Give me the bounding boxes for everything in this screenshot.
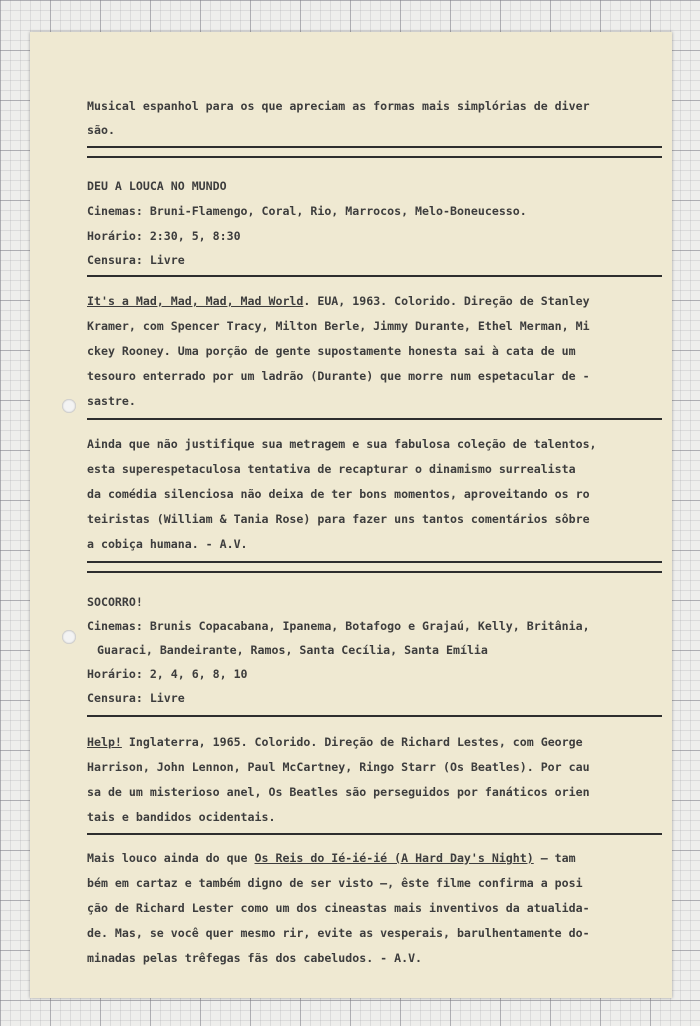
film2-synopsis-line-3: sa de um misterioso anel, Os Beatles são perseguidos por fanáticos orien	[87, 785, 590, 799]
film1-censura: Censura: Livre	[87, 253, 185, 267]
film2-synopsis-line-1-rest: Inglaterra, 1965. Colorido. Direção de Richard Lestes, com George	[121, 735, 583, 749]
rule-film2-info	[87, 715, 662, 717]
film1-cinemas: Cinemas: Bruni-Flamengo, Coral, Rio, Marrocos, Melo-Boneucesso.	[87, 204, 527, 218]
punch-hole-upper	[62, 399, 76, 413]
film2-review-line-1-post: — tam	[533, 851, 576, 865]
film1-synopsis-line-4: tesouro enterrado por um ladrão (Durante) que morre num espetacular de -	[87, 369, 590, 383]
film2-synopsis-line-1	[87, 734, 667, 750]
rule-film1-info	[87, 275, 662, 277]
film1-synopsis-line-3: ckey Rooney. Uma porção de gente supostamente honesta sai à cata de um	[87, 344, 576, 358]
film2-cinemas-line-2: Guaraci, Bandeirante, Ramos, Santa Cecília, Santa Emília	[97, 643, 488, 657]
punch-hole-lower	[62, 630, 76, 644]
typed-page	[30, 32, 672, 998]
film1-review-line-4: teiristas (William & Tania Rose) para fazer uns tantos comentários sôbre	[87, 512, 590, 526]
film1-review-line-3: da comédia silenciosa não deixa de ter bons momentos, aproveitando os ro	[87, 487, 590, 501]
film1-original-title: It's a Mad, Mad, Mad, Mad World	[87, 294, 304, 308]
film2-review-line-5: minadas pelas trêfegas fãs dos cabeludos. - A.V.	[87, 951, 423, 965]
film1-review-line-5: a cobiça humana. - A.V.	[87, 537, 248, 551]
film2-review-line-2: bém em cartaz e também digno de ser visto —, êste filme confirma a posi	[87, 876, 583, 890]
film2-original-title: Help!	[87, 735, 122, 749]
double-rule-top	[87, 146, 662, 148]
film2-synopsis-line-4: tais e bandidos ocidentais.	[87, 810, 276, 824]
film2-title: SOCORRO!	[87, 595, 143, 609]
film2-horario: Horário: 2, 4, 6, 8, 10	[87, 667, 248, 681]
film2-review-line-1-pre: Mais louco ainda do que	[87, 851, 255, 865]
film2-review-line-3: ção de Richard Lester como um dos cineastas mais inventivos da atualida-	[87, 901, 590, 915]
film1-horario: Horário: 2:30, 5, 8:30	[87, 229, 241, 243]
film1-synopsis-line-2: Kramer, com Spencer Tracy, Milton Berle, Jimmy Durante, Ethel Merman, Mi	[87, 319, 590, 333]
double-rule-mid-bottom	[87, 571, 662, 573]
film1-review-line-1: Ainda que não justifique sua metragem e sua fabulosa coleção de talentos,	[87, 437, 597, 451]
film2-related-title: Os Reis do Ié-ié-ié (A Hard Day's Night)	[254, 851, 534, 865]
film1-synopsis-line-1	[87, 293, 667, 309]
film1-synopsis-line-5: sastre.	[87, 394, 136, 408]
intro-line-1: Musical espanhol para os que apreciam as formas mais simplórias de diver	[87, 99, 590, 113]
rule-film2-synopsis	[87, 833, 662, 835]
film1-title: DEU A LOUCA NO MUNDO	[87, 179, 227, 193]
film2-censura: Censura: Livre	[87, 691, 185, 705]
film2-review-line-1	[87, 850, 667, 866]
film2-synopsis-line-2: Harrison, John Lennon, Paul McCartney, Ringo Starr (Os Beatles). Por cau	[87, 760, 590, 774]
rule-film1-synopsis	[87, 418, 662, 420]
film1-synopsis-line-1-rest: . EUA, 1963. Colorido. Direção de Stanley	[303, 294, 590, 308]
intro-line-2: são.	[87, 123, 115, 137]
film2-review-line-4: de. Mas, se você quer mesmo rir, evite as vesperais, barulhentamente do-	[87, 926, 590, 940]
double-rule-bottom	[87, 156, 662, 158]
double-rule-mid-top	[87, 561, 662, 563]
film2-cinemas-line-1: Cinemas: Brunis Copacabana, Ipanema, Botafogo e Grajaú, Kelly, Britânia,	[87, 619, 590, 633]
film1-review-line-2: esta superespetaculosa tentativa de recapturar o dinamismo surrealista	[87, 462, 576, 476]
